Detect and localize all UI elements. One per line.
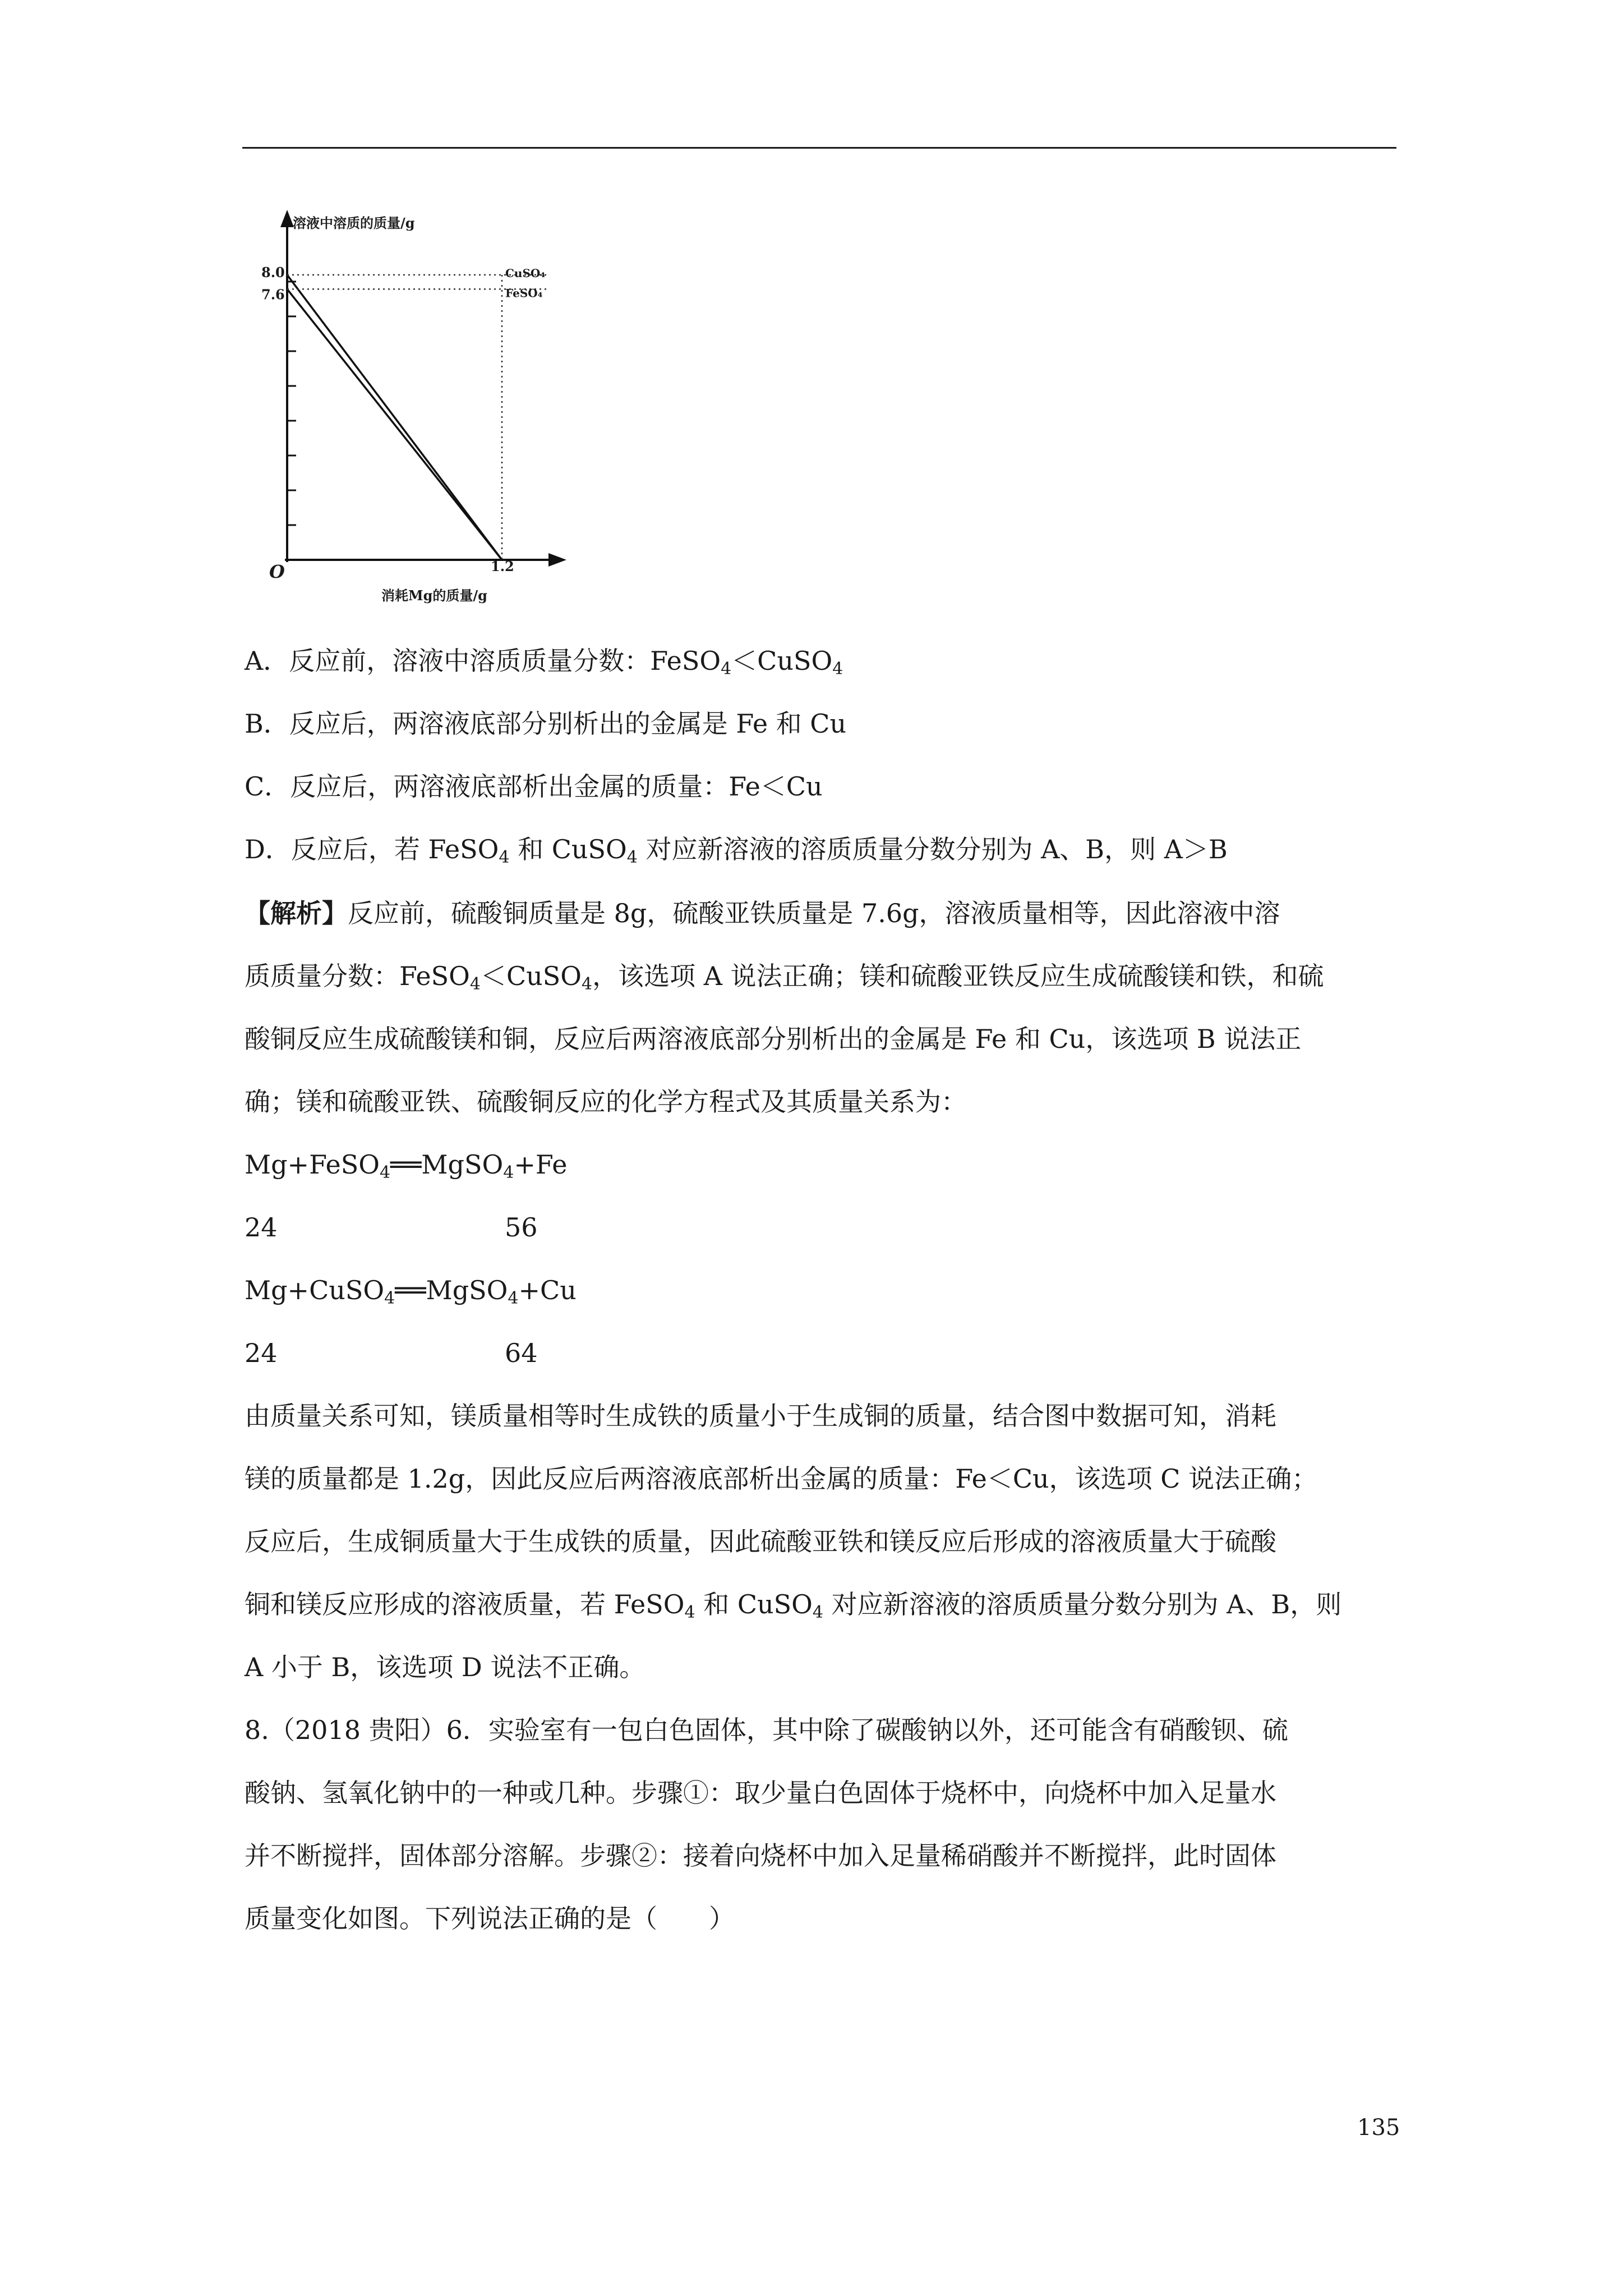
header-rule <box>242 147 1396 149</box>
x-axis-arrow <box>548 553 566 567</box>
analysis-line-2: 质质量分数：FeSO$_4$＜CuSO$_4$，该选项 A 说法正确；镁和硫酸亚铁反应生成硫酸镁和铁，和硫 <box>245 961 1324 994</box>
question8-line-4: 质量变化如图。下列说法正确的是（ ） <box>245 1903 735 1934</box>
equation-cu-mass-right: 64 <box>505 1338 538 1368</box>
series-line-0 <box>287 275 502 560</box>
equation-cu: Mg+CuSO$_4$══MgSO$_4$+Cu <box>245 1275 577 1308</box>
equation-cu-mass-left: 24 <box>245 1338 278 1368</box>
option-b: B．反应后，两溶液底部分别析出的金属是 Fe 和 Cu <box>245 708 847 739</box>
question8-line-2: 酸钠、氢氧化钠中的一种或几种。步骤①：取少量白色固体于烧杯中，向烧杯中加入足量水 <box>245 1778 1276 1808</box>
equation-fe-mass-right: 56 <box>505 1212 538 1243</box>
analysis-line-4: 确；镁和硫酸亚铁、硫酸铜反应的化学方程式及其质量关系为： <box>245 1087 967 1117</box>
series-line-1 <box>287 289 502 560</box>
analysis-line-3: 酸铜反应生成硫酸镁和铜，反应后两溶液底部分别析出的金属是 Fe 和 Cu，该选项 B 说法正 <box>245 1024 1302 1054</box>
option-c: C．反应后，两溶液底部析出金属的质量：Fe＜Cu <box>245 771 823 802</box>
chart-origin-label: O <box>269 561 285 582</box>
legend-label-1: FeSO₄ <box>505 286 543 300</box>
mass-chart <box>241 202 600 606</box>
option-a: A．反应前，溶液中溶质质量分数：FeSO$_4$＜CuSO$_4$ <box>245 646 843 679</box>
page-number: 135 <box>1357 2115 1400 2141</box>
y-tick-label-0: 8.0 <box>261 264 285 280</box>
y-tick-label-1: 7.6 <box>261 286 285 303</box>
option-d: D．反应后，若 FeSO$_4$ 和 CuSO$_4$ 对应新溶液的溶质质量分数分别为 A、B，则 A＞B <box>245 834 1228 867</box>
conclusion-line-3: 反应后，生成铜质量大于生成铁的质量，因此硫酸亚铁和镁反应后形成的溶液质量大于硫酸 <box>245 1526 1276 1557</box>
equation-fe: Mg+FeSO$_4$══MgSO$_4$+Fe <box>245 1149 568 1182</box>
conclusion-line-2: 镁的质量都是 1.2g，因此反应后两溶液底部析出金属的质量：Fe＜Cu，该选项 C 说法正确； <box>245 1464 1318 1494</box>
question8-line-3: 并不断搅拌，固体部分溶解。步骤②：接着向烧杯中加入足量稀硝酸并不断搅拌，此时固体 <box>245 1841 1276 1871</box>
equation-fe-mass-left: 24 <box>245 1212 278 1243</box>
analysis-line-1: 【解析】反应前，硫酸铜质量是 8g，硫酸亚铁质量是 7.6g，溶液质量相等，因此溶液中溶 <box>245 898 1280 928</box>
y-axis-arrow <box>280 210 294 227</box>
conclusion-line-5: A 小于 B，该选项 D 说法不正确。 <box>245 1652 645 1682</box>
conclusion-line-1: 由质量关系可知，镁质量相等时生成铁的质量小于生成铜的质量，结合图中数据可知，消耗 <box>245 1401 1276 1431</box>
conclusion-line-4: 铜和镁反应形成的溶液质量，若 FeSO$_4$ 和 CuSO$_4$ 对应新溶液的溶质质量分数分别为 A、B，则 <box>245 1589 1342 1622</box>
question8-line-1: 8.（2018 贵阳）6．实验室有一包白色固体，其中除了碳酸钠以外，还可能含有硝酸钡、硫 <box>245 1715 1288 1745</box>
chart-xlabel: 消耗Mg的质量/g <box>381 587 487 604</box>
chart-ylabel: 溶液中溶质的质量/g <box>293 215 415 231</box>
x-tick-label-0: 1.2 <box>491 558 514 574</box>
legend-label-0: CuSO₄ <box>505 266 546 280</box>
